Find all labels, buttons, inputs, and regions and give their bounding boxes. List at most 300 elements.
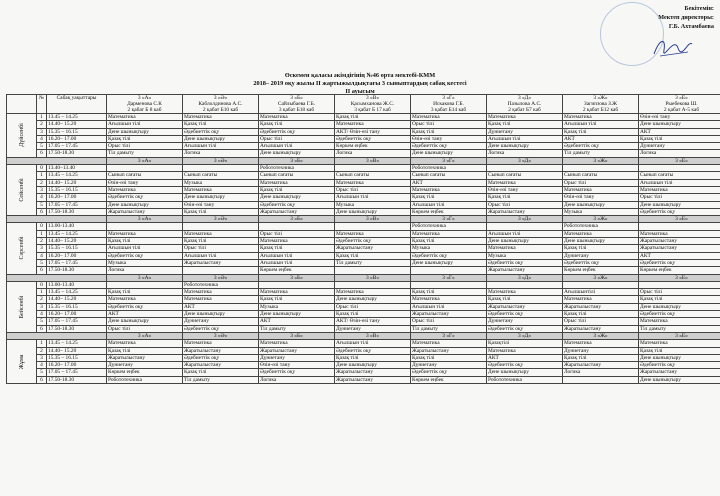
table-row	[7, 172, 720, 179]
lesson-number: 4	[37, 362, 47, 369]
lesson-time: 17.05 – 17.45	[47, 259, 107, 266]
subject-cell: Қазақ тілі	[107, 135, 183, 142]
header-class-teacher: Каблолдинова А.С.	[198, 101, 243, 107]
subject-cell: Қазақ тілі	[639, 296, 720, 303]
subject-cell: Қазақ тілі	[563, 245, 639, 252]
table-row	[7, 289, 720, 296]
subject-cell: Математика	[563, 186, 639, 193]
table-row	[7, 354, 720, 361]
subject-cell: Дүниетану	[411, 362, 487, 369]
subject-cell: Қазақ тілі	[639, 347, 720, 354]
subject-cell: Қазақ тілі	[107, 238, 183, 245]
lesson-number: 4	[37, 252, 47, 259]
lesson-number: 6	[37, 267, 47, 274]
subject-cell: Орыс тілі	[107, 143, 183, 150]
lesson-number: 2	[37, 296, 47, 303]
subject-cell: Логика	[335, 150, 411, 157]
subject-cell: Математика	[411, 296, 487, 303]
subject-cell	[487, 281, 563, 288]
separator-class-label: 3 «В»	[335, 274, 411, 281]
subject-cell: Орыс тілі	[639, 194, 720, 201]
subject-cell	[639, 281, 720, 288]
subject-cell: Өзін-өзі тану	[639, 114, 720, 121]
subject-cell: Дүниетану	[487, 318, 563, 325]
subject-cell: Жаратылыстану	[563, 362, 639, 369]
lesson-number: 5	[37, 369, 47, 376]
day-cell	[7, 165, 37, 216]
separator-class-label: 3 «Ә»	[183, 274, 259, 281]
subject-cell: Қазақ тілі	[411, 128, 487, 135]
subject-cell: Дене шынықтыру	[563, 238, 639, 245]
lesson-number: 1	[37, 340, 47, 347]
subject-cell: Дене шынықтыру	[183, 194, 259, 201]
subject-cell: Дене шынықтыру	[639, 376, 720, 383]
lesson-time: 13.45 – 14.25	[47, 289, 107, 296]
header-class-room: 3 қабат Б14 каб	[430, 107, 467, 113]
table-row	[7, 347, 720, 354]
subject-cell: Дене шынықтыру	[411, 259, 487, 266]
table-row	[7, 208, 720, 215]
subject-cell: Сынып сағаты	[563, 172, 639, 179]
subject-cell: Дүниетану	[259, 354, 335, 361]
lesson-time: 14.40– 15.20	[47, 121, 107, 128]
subject-cell: Логика	[259, 376, 335, 383]
separator-class-label: 3 «Ж»	[563, 216, 639, 223]
table-row	[7, 114, 720, 121]
lesson-time: 17.50-18.30	[47, 325, 107, 332]
subject-cell: АКТ/ Өзін-өзі тану	[335, 318, 411, 325]
lesson-time: 17.05 – 17.45	[47, 318, 107, 325]
header-class-room: 2 қабат Б7 каб	[508, 107, 541, 113]
subject-cell: Робототехника	[107, 376, 183, 383]
subject-cell: Жаратылыстану	[259, 208, 335, 215]
separator-class-label: 3 «Е»	[639, 216, 720, 223]
subject-cell	[639, 165, 720, 172]
subject-cell	[259, 223, 335, 230]
subject-cell: Математика	[411, 186, 487, 193]
subject-cell: АКТ	[259, 318, 335, 325]
table-row	[7, 230, 720, 237]
approval-line-2: Мектеп директоры:	[658, 14, 714, 21]
document-title	[0, 72, 720, 96]
subject-cell: Математика	[107, 296, 183, 303]
subject-cell: Дене шынықтыру	[487, 143, 563, 150]
subject-cell: Қазақ тілі	[563, 354, 639, 361]
header-class	[639, 95, 720, 114]
separator-class-label: 3 «В»	[335, 332, 411, 339]
lesson-time: 14.40– 15.20	[47, 179, 107, 186]
subject-cell: Көркем еңбек	[259, 267, 335, 274]
subject-cell: Математика	[487, 289, 563, 296]
subject-cell: Көркем еңбек	[563, 267, 639, 274]
subject-cell: Әдебиеттік оқу	[639, 259, 720, 266]
subject-cell: Қазақ тілі	[487, 121, 563, 128]
lesson-time: 16.20– 17.00	[47, 194, 107, 201]
subject-cell: Қазақ тілі	[335, 114, 411, 121]
subject-cell: Дүниетану	[639, 143, 720, 150]
subject-cell: Музыка	[107, 259, 183, 266]
subject-cell: Әдебиеттік оқу	[259, 201, 335, 208]
subject-cell: Математика	[183, 186, 259, 193]
subject-cell: Қазақ тілі	[411, 194, 487, 201]
title-school: Өскемен қаласы әкімдігінің №46 орта мектебі-КММ	[284, 72, 436, 79]
subject-cell: Қазақ тілі	[107, 347, 183, 354]
subject-cell: Тіл дамыту	[259, 325, 335, 332]
table-row	[7, 135, 720, 142]
subject-cell: Жаратылыстану	[335, 245, 411, 252]
subject-cell: Әдебиеттік оқу	[487, 325, 563, 332]
subject-cell: Ағылшын тілі	[259, 252, 335, 259]
subject-cell	[335, 267, 411, 274]
subject-cell: Логика	[563, 369, 639, 376]
subject-cell: Орыс тілі	[411, 121, 487, 128]
separator-class-label: 3 «Д»	[487, 157, 563, 164]
subject-cell: Қазақ тілі	[259, 121, 335, 128]
subject-cell: Музыка	[183, 179, 259, 186]
table-row	[7, 194, 720, 201]
header-class-name: 3 «Е»	[675, 95, 688, 101]
subject-cell: Жаратылыстану	[639, 369, 720, 376]
day-cell	[7, 114, 37, 158]
subject-cell: Математика	[639, 318, 720, 325]
subject-cell: Тіл дамыту	[183, 376, 259, 383]
subject-cell: Сынып сағаты	[259, 172, 335, 179]
title-shift: II ауысым	[345, 88, 375, 95]
subject-cell: Қазақ тілі	[183, 208, 259, 215]
separator-class-label: 3 «Д»	[487, 274, 563, 281]
table-row	[7, 245, 720, 252]
subject-cell: Математика	[107, 230, 183, 237]
separator-blank	[7, 157, 107, 164]
subject-cell: Жаратылыстану	[487, 208, 563, 215]
subject-cell	[639, 223, 720, 230]
subject-cell: Әдебиеттік оқу	[107, 303, 183, 310]
subject-cell: Жаратылыстану	[183, 347, 259, 354]
header-class-room: 2 қабат Б12 каб	[582, 107, 619, 113]
subject-cell: Қазақ тілі	[259, 245, 335, 252]
subject-cell	[183, 267, 259, 274]
lesson-number: 6	[37, 150, 47, 157]
lesson-time: 16.20– 17.00	[47, 362, 107, 369]
subject-cell: Қазақ тілі	[335, 354, 411, 361]
table-row	[7, 340, 720, 347]
subject-cell: Әдебиеттік оқу	[639, 311, 720, 318]
subject-cell: Ағылшын тілі	[411, 303, 487, 310]
subject-cell: Дүниетану	[183, 318, 259, 325]
separator-blank	[7, 216, 107, 223]
separator-class-label: 3 «Ә»	[183, 216, 259, 223]
subject-cell: Қазақ тілі	[335, 311, 411, 318]
subject-cell: Дүниетану	[487, 128, 563, 135]
subject-cell: Орыс тілі	[259, 135, 335, 142]
subject-cell: Қазақ тілі	[183, 369, 259, 376]
subject-cell: Жаратылыстану	[335, 369, 411, 376]
header-class	[411, 95, 487, 114]
lesson-time: 15.35 – 16.15	[47, 303, 107, 310]
table-row	[7, 186, 720, 193]
subject-cell: Ағылшын тілі	[411, 201, 487, 208]
lesson-number: 5	[37, 201, 47, 208]
subject-cell: Қазақ тілі	[183, 238, 259, 245]
subject-cell: Сынып сағаты	[639, 172, 720, 179]
subject-cell: Жаратылыстану	[563, 325, 639, 332]
subject-cell: Әдебиеттік оқу	[411, 369, 487, 376]
subject-cell: Әдебиеттік оқу	[487, 311, 563, 318]
subject-cell: Жаратылыстану	[183, 259, 259, 266]
subject-cell: Математика	[107, 186, 183, 193]
subject-cell: Математика	[563, 340, 639, 347]
subject-cell: Робототехника	[487, 376, 563, 383]
subject-cell: Әдебиеттік оқу	[563, 259, 639, 266]
header-class	[259, 95, 335, 114]
subject-cell	[487, 223, 563, 230]
subject-cell: Әдебиеттік оқу	[335, 238, 411, 245]
subject-cell: Әдебиеттік оқу	[183, 325, 259, 332]
subject-cell: Математика	[183, 340, 259, 347]
subject-cell: Қазақ тілі	[335, 252, 411, 259]
separator-class-label: 3 «Г»	[411, 157, 487, 164]
subject-cell	[487, 165, 563, 172]
subject-cell: Өзін-өзі тану	[411, 135, 487, 142]
subject-cell: Дене шынықтыру	[639, 201, 720, 208]
subject-cell: Әдебиеттік оқу	[107, 194, 183, 201]
separator-blank	[7, 274, 107, 281]
lesson-time: 13.40–13.40	[47, 165, 107, 172]
subject-cell: Ағылшын тілі	[183, 252, 259, 259]
subject-cell: Қазақ тілі	[487, 194, 563, 201]
lesson-number: 4	[37, 311, 47, 318]
subject-cell: Жаратылыстану	[107, 208, 183, 215]
subject-cell: Әдебиеттік оқу	[183, 128, 259, 135]
subject-cell: Робототехника	[563, 223, 639, 230]
subject-cell: Орыс тілі	[487, 201, 563, 208]
subject-cell: Әдебиеттік оқу	[639, 362, 720, 369]
subject-cell: Ағылшын тілі	[259, 259, 335, 266]
subject-cell: Дене шынықтыру	[107, 128, 183, 135]
subject-cell: АКТ	[411, 179, 487, 186]
separator-class-label: 3 «Е»	[639, 274, 720, 281]
subject-cell: Тіл дамыту	[563, 150, 639, 157]
lesson-number: 3	[37, 303, 47, 310]
subject-cell: Математика	[639, 186, 720, 193]
subject-cell: Әдебиеттік оқу	[183, 354, 259, 361]
subject-cell: Сынып сағаты	[487, 172, 563, 179]
header-class	[335, 95, 411, 114]
header-class	[107, 95, 183, 114]
table-row	[7, 121, 720, 128]
table-row	[7, 303, 720, 310]
subject-cell	[259, 281, 335, 288]
lesson-time: 16.20– 17.00	[47, 311, 107, 318]
lesson-time: 17.05 – 17.45	[47, 201, 107, 208]
class-separator-row	[7, 332, 720, 339]
table-row	[7, 281, 720, 288]
subject-cell: Тіл дамыту	[639, 325, 720, 332]
subject-cell: Дүниетану	[563, 252, 639, 259]
subject-cell	[411, 267, 487, 274]
subject-cell: Жаратылыстану	[639, 245, 720, 252]
lesson-number: 1	[37, 172, 47, 179]
header-class-teacher: Дарменова С.К	[127, 101, 162, 107]
lesson-number: 2	[37, 121, 47, 128]
table-row	[7, 296, 720, 303]
subject-cell: Ағылшын тілі	[259, 143, 335, 150]
lesson-time: 17.50-18.30	[47, 208, 107, 215]
subject-cell: Дене шынықтыру	[335, 296, 411, 303]
subject-cell: Орыс тілі	[639, 289, 720, 296]
subject-cell: Ағылшынтілі	[563, 289, 639, 296]
header-class-name: 3 «Ж»	[593, 95, 608, 101]
subject-cell	[107, 165, 183, 172]
subject-cell: Ағылшын тілі	[639, 179, 720, 186]
subject-cell: Орыс тілі	[411, 318, 487, 325]
subject-cell: Қазақ тілі	[107, 289, 183, 296]
subject-cell: Математика	[335, 289, 411, 296]
approval-line-1: Бекітемін:	[684, 5, 714, 12]
subject-cell: АКТ	[487, 354, 563, 361]
lesson-number: 2	[37, 179, 47, 186]
header-class-teacher: Загипзова З.Ж	[584, 101, 617, 107]
subject-cell: Математика	[335, 230, 411, 237]
subject-cell: Дүниетану	[107, 362, 183, 369]
subject-cell: Әдебиеттік оқу	[259, 369, 335, 376]
subject-cell: Дене шынықтыру	[487, 369, 563, 376]
lesson-time: 13.45 – 14.25	[47, 172, 107, 179]
header-class-teacher: Пазылова А.С.	[507, 101, 542, 107]
subject-cell: Дене шынықтыру	[183, 311, 259, 318]
header-class	[563, 95, 639, 114]
header-class-teacher: Сайлыбаева Г.Б.	[277, 101, 316, 107]
lesson-time: 15.35 – 16.15	[47, 128, 107, 135]
subject-cell: Әдебиеттік оқу	[563, 143, 639, 150]
lesson-number: 5	[37, 143, 47, 150]
subject-cell: Математика	[639, 340, 720, 347]
title-schedule: 2018– 2019 оқу жылы II жартыжылдықтағы 3 сыныптардың сабақ кестесі	[253, 80, 467, 87]
separator-class-label: 3 «Ә»	[183, 332, 259, 339]
separator-class-label: 3 «Е»	[639, 332, 720, 339]
subject-cell: Орыс тілі	[335, 303, 411, 310]
lesson-time: 17.50-18.30	[47, 267, 107, 274]
lesson-time: 14.40– 15.20	[47, 347, 107, 354]
lesson-time: 13.00-13.40	[47, 281, 107, 288]
subject-cell: Жаратылыстану	[487, 267, 563, 274]
lesson-number: 0	[37, 165, 47, 172]
subject-cell: Әдебиеттік оқу	[411, 143, 487, 150]
subject-cell: Математика	[487, 347, 563, 354]
lesson-number: 1	[37, 114, 47, 121]
lesson-number: 4	[37, 194, 47, 201]
header-class-room: 3 қабат Б 17 каб	[354, 107, 391, 113]
subject-cell: Математика	[107, 114, 183, 121]
subject-cell: Әдебиеттік оқу	[639, 208, 720, 215]
subject-cell: Қазақ тілі	[411, 238, 487, 245]
separator-class-label: 3 «А»	[107, 332, 183, 339]
subject-cell: Ағылшын тілі	[487, 135, 563, 142]
subject-cell: Тіл дамыту	[411, 325, 487, 332]
subject-cell: Ағылшын тілі	[563, 121, 639, 128]
subject-cell: Музыка	[335, 201, 411, 208]
subject-cell: Жаратылыстану	[411, 311, 487, 318]
header-class-room: 3 қабат Б18 каб	[278, 107, 315, 113]
lesson-time: 17.50-18.30	[47, 376, 107, 383]
subject-cell: Дүниетану	[335, 325, 411, 332]
separator-class-label: 3 «Ж»	[563, 274, 639, 281]
subject-cell: Өзін-өзі тану	[487, 186, 563, 193]
subject-cell: Қазақ тілі	[259, 186, 335, 193]
subject-cell: Сынып сағаты	[335, 172, 411, 179]
subject-cell: Дене шынықтыру	[411, 150, 487, 157]
separator-class-label: 3 «Г»	[411, 274, 487, 281]
subject-cell: Сынып сағаты	[183, 172, 259, 179]
header-class-name: 3 «Б»	[290, 95, 303, 101]
table-row	[7, 252, 720, 259]
subject-cell	[563, 165, 639, 172]
subject-cell: Дене шынықтыру	[335, 208, 411, 215]
subject-cell: АКТ/ Өзін-өзі тану	[335, 128, 411, 135]
subject-cell: Әдебиеттік оқу	[259, 128, 335, 135]
lesson-time: 17.50-18.30	[47, 150, 107, 157]
lesson-number: 5	[37, 259, 47, 266]
subject-cell	[563, 376, 639, 383]
subject-cell: Математика	[183, 296, 259, 303]
subject-cell: Көркем еңбек	[107, 369, 183, 376]
subject-cell: Өзін-өзі тану	[107, 179, 183, 186]
subject-cell: Ағылшын тілі	[107, 245, 183, 252]
table-row	[7, 165, 720, 172]
separator-class-label: 3 «В»	[335, 157, 411, 164]
subject-cell: Қазақ тілі	[563, 311, 639, 318]
separator-class-label: 3 «Б»	[259, 332, 335, 339]
table-row	[7, 238, 720, 245]
table-row	[7, 128, 720, 135]
subject-cell	[411, 281, 487, 288]
subject-cell: Жаратылыстану	[639, 238, 720, 245]
lesson-number: 1	[37, 289, 47, 296]
subject-cell: АКТ	[639, 252, 720, 259]
subject-cell: АКТ	[639, 128, 720, 135]
subject-cell: Жаратылыстану	[487, 303, 563, 310]
subject-cell: Математика	[259, 340, 335, 347]
subject-cell: Робототехника	[411, 165, 487, 172]
subject-cell: Ағылшын тілі	[335, 340, 411, 347]
lesson-time: 17.05 – 17.45	[47, 369, 107, 376]
subject-cell: Орыс тілі	[335, 186, 411, 193]
subject-cell: Сынып сағаты	[107, 172, 183, 179]
subject-cell: Өзін-өзі тану	[259, 362, 335, 369]
subject-cell: Дене шынықтыру	[639, 121, 720, 128]
subject-cell: Дене шынықтыру	[639, 303, 720, 310]
table-row	[7, 325, 720, 332]
subject-cell: Математика	[563, 114, 639, 121]
subject-cell: Логика	[183, 150, 259, 157]
header-class-name: 3 «А»	[137, 95, 152, 101]
subject-cell	[183, 223, 259, 230]
table-row	[7, 223, 720, 230]
separator-class-label: 3 «Д»	[487, 332, 563, 339]
lesson-time: 15.35 – 16.15	[47, 354, 107, 361]
approval-line-3: Г.Б. Ахтамбаева	[668, 23, 714, 30]
lesson-number: 5	[37, 318, 47, 325]
subject-cell: Әдебиеттік оқу	[107, 252, 183, 259]
subject-cell	[335, 281, 411, 288]
header-class-room: 2 қабат Б 8 каб	[127, 107, 162, 113]
header-class-teacher: Искакова Г.Б.	[433, 101, 464, 107]
day-name: Жұма	[18, 354, 25, 369]
separator-blank	[7, 332, 107, 339]
header-class-name: 3 «В»	[365, 95, 380, 101]
subject-cell: Математика	[411, 114, 487, 121]
subject-cell: Математика	[183, 114, 259, 121]
